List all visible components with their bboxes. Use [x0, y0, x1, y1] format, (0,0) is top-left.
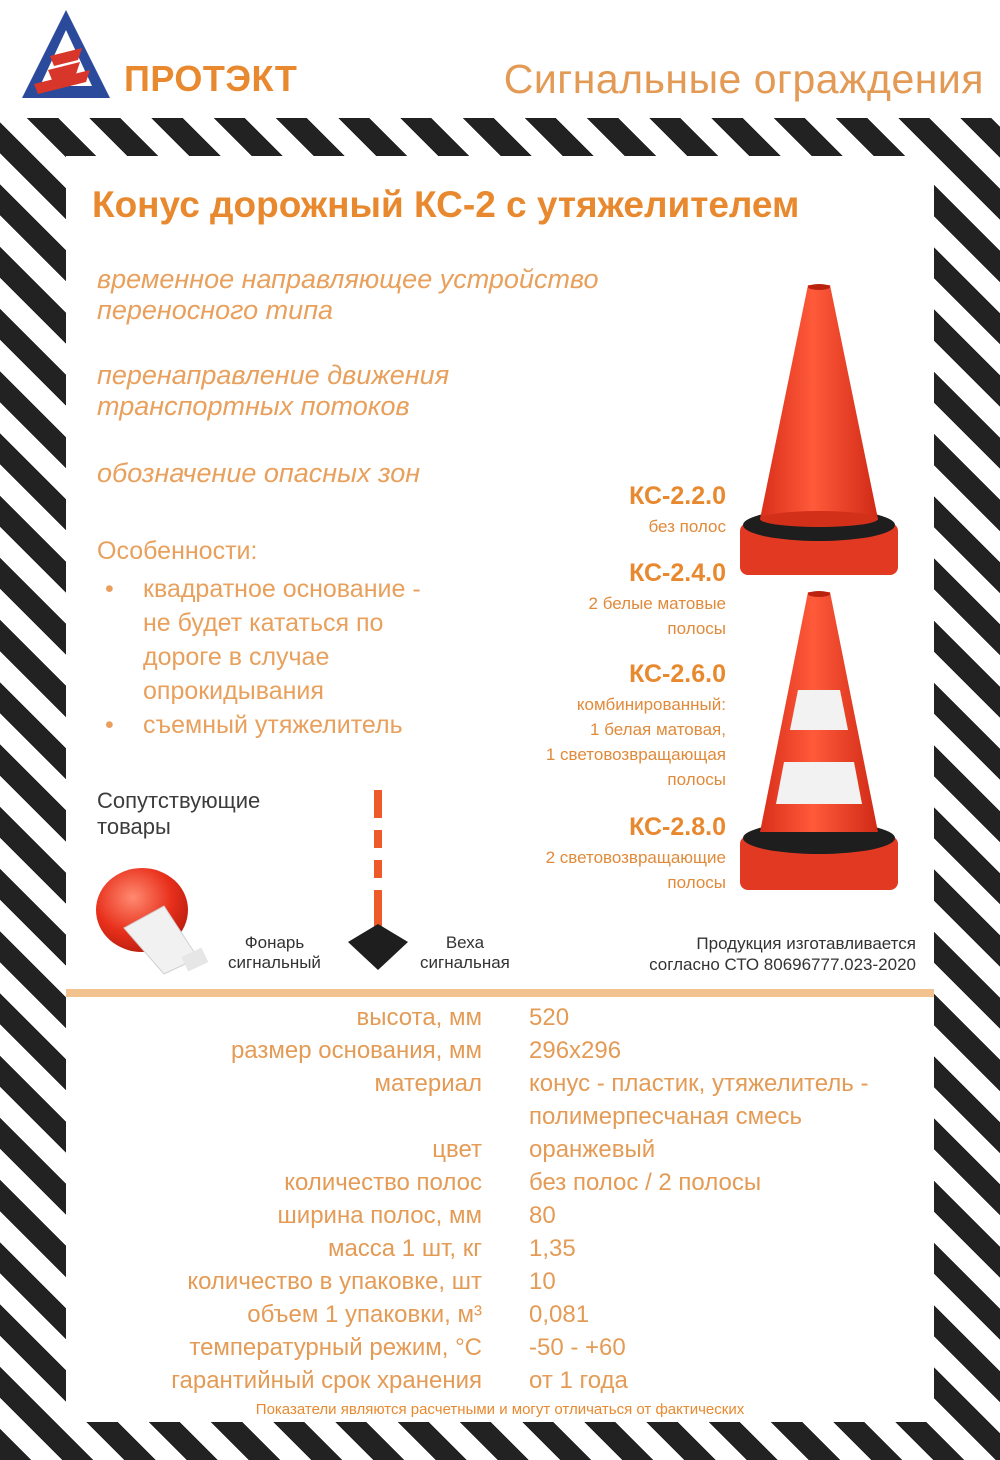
spec-value: 0,081: [529, 1301, 590, 1328]
spec-row: [66, 1001, 934, 1034]
purpose-item: [97, 360, 449, 422]
feature-line: съемный утяжелитель: [143, 711, 403, 739]
variant-desc-line: 2 световозвращающие: [545, 848, 726, 867]
related-item-label: [228, 933, 321, 973]
standard-note-line: Продукция изготавливается: [696, 934, 916, 953]
variant-code: КС-2.4.0: [629, 559, 726, 587]
variant-desc-line: полосы: [667, 770, 726, 789]
spec-label: масса 1 шт, кг: [327, 1234, 482, 1262]
variant-desc-line: полосы: [667, 619, 726, 638]
spec-table: [66, 1001, 934, 1397]
variant-desc-line: полосы: [667, 873, 726, 892]
spec-value: 10: [529, 1268, 556, 1295]
variant-description: [649, 514, 727, 539]
variant-code: КС-2.2.0: [629, 482, 726, 510]
spec-label: количество полос: [284, 1168, 482, 1196]
cone-plain-image: [736, 283, 902, 580]
spec-row: [66, 1232, 934, 1265]
bullet-icon: •: [105, 711, 114, 739]
product-title: Конус дорожный КС-2 с утяжелителем: [92, 184, 800, 225]
spec-label: объем 1 упаковки, м³: [247, 1300, 482, 1328]
spec-row: [66, 1067, 934, 1133]
feature-line: не будет кататься по: [143, 609, 384, 637]
spec-label: размер основания, мм: [230, 1036, 482, 1064]
feature-item: [105, 708, 505, 742]
purpose-line: обозначение опасных зон: [97, 458, 421, 488]
spec-value: 80: [529, 1202, 556, 1229]
related-item-line: Фонарь: [244, 933, 305, 952]
spec-value: от 1 года: [529, 1367, 628, 1394]
variant-description: [546, 692, 726, 792]
variant-code: КС-2.8.0: [629, 813, 726, 841]
spec-value: -50 - +60: [529, 1334, 626, 1361]
bullet-icon: •: [105, 575, 114, 603]
spec-row: [66, 1298, 934, 1331]
purpose-line: перенаправление движения: [97, 360, 450, 390]
page-header: [0, 0, 1000, 118]
spec-value-line: конус - пластик, утяжелитель -: [529, 1070, 869, 1097]
spec-value: оранжевый: [529, 1136, 656, 1163]
feature-line: опрокидывания: [143, 677, 324, 705]
spec-label: цвет: [432, 1135, 482, 1163]
spec-label: температурный режим, °С: [189, 1333, 482, 1361]
signal-lamp-image: [94, 866, 216, 976]
variant-description: [589, 591, 726, 641]
related-heading-line: товары: [97, 814, 171, 839]
brand-name: ПРОТЭКТ: [124, 58, 298, 99]
related-item-label: [420, 933, 510, 973]
spec-row: [66, 1364, 934, 1397]
spec-row: [66, 1199, 934, 1232]
spec-label: количество в упаковке, шт: [187, 1267, 482, 1295]
related-heading-line: Сопутствующие: [97, 788, 261, 813]
spec-row: [66, 1166, 934, 1199]
purpose-item: [97, 458, 420, 489]
spec-row: [66, 1133, 934, 1166]
spec-label: ширина полос, мм: [277, 1201, 482, 1229]
spec-label: гарантийный срок хранения: [171, 1366, 482, 1394]
standard-note-line: согласно СТО 80696777.023-2020: [649, 955, 916, 974]
variant-description: [546, 845, 726, 895]
section-divider: [66, 989, 934, 997]
protekt-logo-icon: [20, 8, 112, 102]
spec-value: 1,35: [529, 1235, 576, 1262]
spec-label: высота, мм: [356, 1003, 482, 1031]
features-heading: Особенности:: [97, 537, 258, 565]
category-title: Сигнальные ограждения: [503, 56, 984, 102]
related-goods-heading: [97, 788, 260, 840]
features-list: [105, 572, 505, 742]
purpose-item: [97, 264, 598, 326]
spec-row: [66, 1034, 934, 1067]
spec-row: [66, 1265, 934, 1298]
purpose-line: транспортных потоков: [97, 391, 410, 421]
purpose-line: переносного типа: [97, 295, 334, 325]
related-item-line: Веха: [445, 933, 485, 952]
feature-line: квадратное основание -: [143, 575, 421, 603]
spec-value-line: полимерпесчаная смесь: [529, 1103, 802, 1130]
spec-value: 296x296: [529, 1037, 622, 1064]
standard-note: [649, 933, 916, 975]
variant-desc-line: 2 белые матовые: [588, 594, 726, 613]
feature-line: дороге в случае: [143, 643, 330, 671]
spec-row: [66, 1331, 934, 1364]
spec-label: материал: [374, 1070, 482, 1097]
variant-desc-line: 1 белая матовая,: [590, 720, 726, 739]
purpose-line: временное направляющее устройство: [97, 264, 599, 294]
variant-desc-line: 1 световозвращающая: [545, 745, 726, 764]
related-item-line: сигнальный: [228, 953, 321, 972]
cone-striped-image: [736, 590, 902, 895]
variant-desc-line: комбинированный:: [576, 695, 726, 714]
spec-value: [529, 1067, 909, 1133]
variant-code: КС-2.6.0: [629, 660, 726, 688]
variant-desc-line: без полос: [648, 517, 726, 536]
feature-item: [105, 572, 505, 708]
related-item-line: сигнальная: [420, 953, 510, 972]
footnote: Показатели являются расчетными и могут отличаться от фактических: [255, 1401, 745, 1418]
spec-value: 520: [529, 1004, 570, 1031]
spec-value: без полос / 2 полосы: [529, 1169, 762, 1196]
signal-pole-image: [346, 788, 410, 972]
